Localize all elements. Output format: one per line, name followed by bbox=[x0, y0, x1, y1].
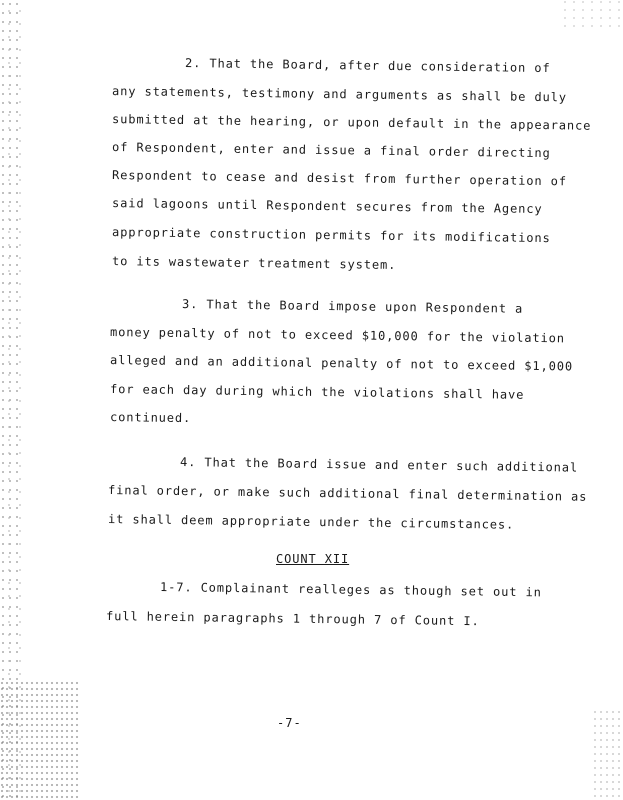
text-line: for each day during which the violations shall have bbox=[109, 382, 525, 402]
text-line: 3. That the Board impose upon Respondent a bbox=[181, 297, 524, 316]
text-line: full herein paragraphs 1 through 7 of Count I. bbox=[105, 609, 480, 629]
count-heading: COUNT XII bbox=[276, 552, 350, 566]
text-line: to its wastewater treatment system. bbox=[111, 254, 397, 272]
text-line: appropriate construction permits for its modifications bbox=[111, 225, 551, 246]
text-line: alleged and an additional penalty of not to exceed $1,000 bbox=[109, 353, 574, 374]
scan-noise-top-right bbox=[563, 0, 623, 30]
text-line: Respondent to cease and desist from further operation of bbox=[111, 168, 568, 189]
text-line: of Respondent, enter and issue a final order directing bbox=[111, 140, 551, 161]
text-line: submitted at the hearing, or upon default in the appearance bbox=[111, 112, 592, 133]
text-line: 2. That the Board, after due consideration of bbox=[184, 56, 551, 76]
text-line: 1-7. Complainant realleges as though set out in bbox=[159, 580, 542, 600]
text-line: final order, or make such additional final determination as bbox=[107, 483, 588, 504]
text-line: any statements, testimony and arguments as shall be duly bbox=[111, 84, 568, 105]
text-line: it shall deem appropriate under the circumstances. bbox=[107, 512, 515, 532]
text-line: continued. bbox=[109, 410, 192, 426]
text-line: money penalty of not to exceed $10,000 for the violation bbox=[109, 325, 566, 346]
page-number: -7- bbox=[277, 716, 302, 730]
scan-noise-bottom-left bbox=[0, 680, 80, 800]
text-line: said lagoons until Respondent secures from the Agency bbox=[111, 196, 543, 217]
text-line: 4. That the Board issue and enter such additional bbox=[179, 455, 579, 475]
scan-noise-bottom-right bbox=[593, 710, 623, 800]
